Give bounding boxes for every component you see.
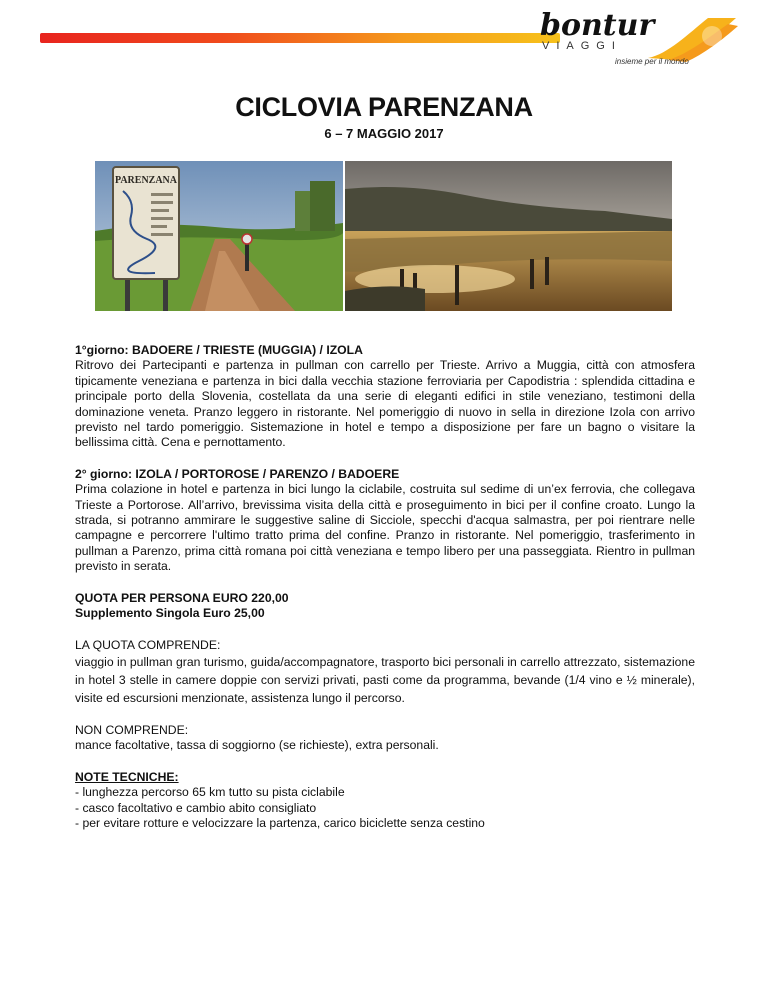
notes-heading: NOTE TECNICHE: [75, 769, 179, 784]
logo-subtext: VIAGGI [542, 40, 622, 52]
photo-parenzana-trail [95, 161, 343, 311]
price-section [75, 591, 695, 622]
day2-text: Prima colazione in hotel e partenza in bici lungo la ciclabile, costruita sul sedime di un’ex ferrovia, che collegava Trieste a Portorose. All’arrivo, brevissima visita della città e proseguimento in bici per il confine croato. Lungo la strada, si potranno ammirare le suggestive saline di Sicciole, specchi d'acqua salmastra, per poi rientrare nelle campagne e percorrere l'ultimo tratto prima del confine. Pranzo in ristorante. Nel pomeriggio, trasferimento in pullman a Parenzo, prima città romana poi città veneziana e tempo libero per una passeggiata. Rientro in pullman previsto in serata. [75, 482, 695, 574]
excludes-heading: NON COMPRENDE: [75, 722, 189, 737]
includes-text: viaggio in pullman gran turismo, guida/accompagnatore, trasporto bici personali in carrello attrezzato, sistemazione in hotel 3 stelle in camere doppie con servizi privati, pasti come da programma, bevande (1/4 vino e ½ minerale), visite ed escursioni menzionate, assistenza lungo il percorso. [75, 654, 695, 705]
day1-section [75, 343, 695, 451]
day1-heading: 1°giorno: BADOERE / TRIESTE (MUGGIA) / IZOLA [75, 343, 363, 357]
includes-section [75, 638, 695, 707]
header-color-bar [40, 33, 560, 43]
logo-tagline: insieme per il mondo [615, 57, 689, 66]
bontur-logo [520, 8, 750, 68]
notes-item: - casco facoltativo e cambio abito consigliato [75, 800, 317, 815]
logo-wordmark: bontur [540, 8, 655, 43]
day2-section [75, 467, 695, 575]
includes-heading: LA QUOTA COMPRENDE: [75, 637, 221, 652]
page-title: CICLOVIA PARENZANA [235, 92, 533, 122]
notes-item: - lunghezza percorso 65 km tutto su pista ciclabile [75, 785, 345, 800]
notes-section [75, 770, 695, 832]
day2-heading: 2° giorno: IZOLA / PORTOROSE / PARENZO / BADOERE [75, 466, 400, 481]
sign-text: PARENZANA [114, 175, 178, 186]
excludes-section [75, 723, 695, 754]
photo-sicciole-saltpans [345, 161, 672, 311]
excludes-text: mance facoltative, tassa di soggiorno (se richieste), extra personali. [75, 738, 439, 753]
day1-text: Ritrovo dei Partecipanti e partenza in pullman con carrello per Trieste. Arrivo a Muggia, città con atmosfera tipicamente veneziana e partenza in bici dalla vecchia stazione ferroviaria per Capodistria : splendida cittadina e principale porto della Slovenia, costellata da una serie di eleganti edifici in stile veneziano, testimoni della dominazione veneta. Pranzo leggero in ristorante. Nel pomeriggio di nuovo in sella in direzione Izola con arrivo previsto nel tardo pomeriggio. Sistemazione in hotel e tempo a disposizione per fare un bagno o visitare la bellissima città. Cena e pernottamento. [75, 358, 695, 450]
notes-item: - per evitare rotture e velocizzare la partenza, carico biciclette senza cestino [75, 815, 485, 830]
itinerary-content [75, 343, 695, 847]
event-dates: 6 – 7 MAGGIO 2017 [324, 126, 444, 141]
logo-mark-icon [638, 14, 738, 62]
price-supplement: Supplemento Singola Euro 25,00 [75, 606, 265, 621]
price-quota: QUOTA PER PERSONA EURO 220,00 [75, 590, 289, 605]
